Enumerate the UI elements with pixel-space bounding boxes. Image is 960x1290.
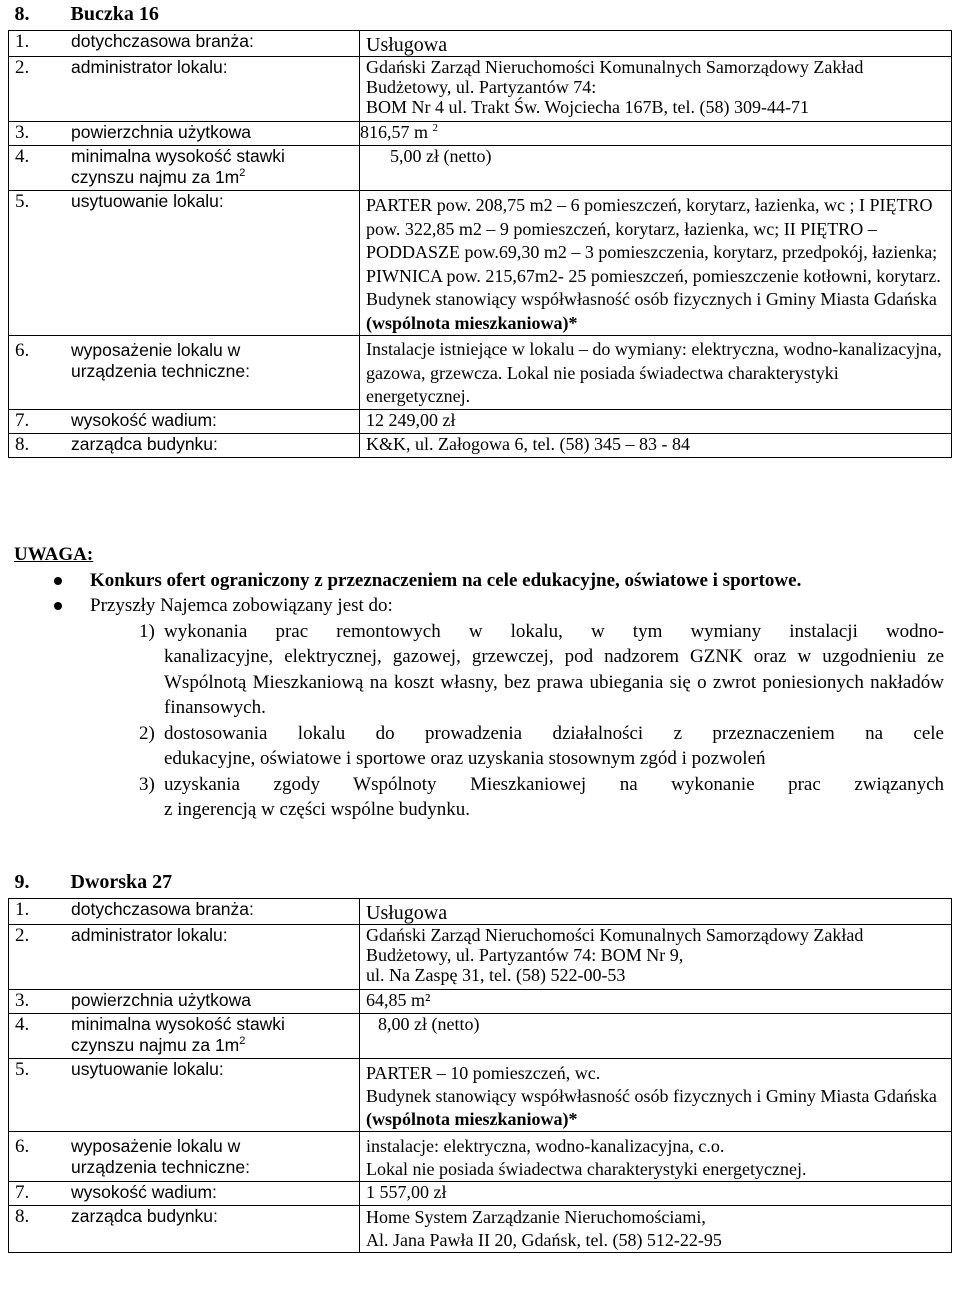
list-item: 1) wykonania prac remontowych w lokalu, w tym wymiany instalacji wodno- kanalizacyjne, elektrycznej, gazowej, grzewczej, pod nadzorem GZNK oraz w uzgodnieniu ze Wspólnotą Mieszkaniową na koszt własny, bez prawa ubiegania się o zwrot poniesionych nakładów finansowych. (139, 620, 944, 718)
bullet-icon (54, 577, 62, 585)
row-value: Gdański Zarząd Nieruchomości Komunalnych Samorządowy Zakład Budżetowy, ul. Partyzantów 74: BOM Nr 9, ul. Na Zaspę 31, tel. (58) 522-00-53 (360, 925, 952, 990)
listing-header (9, 4, 952, 31)
notice-heading: UWAGA: (14, 544, 94, 565)
table-row (9, 122, 952, 146)
row-value: 12 249,00 zł (360, 409, 952, 433)
table-row (9, 336, 952, 410)
row-value: Home System Zarządzanie Nieruchomościami, Al. Jana Pawła II 20, Gdańsk, tel. (58) 512-22-95 (360, 1206, 952, 1253)
row-label: 8. zarządca budynku: (9, 1206, 360, 1253)
row-value: 5,00 zł (netto) (360, 146, 952, 191)
listing-table-buczka (8, 4, 952, 458)
row-value: Instalacje istniejące w lokalu – do wymiany: elektryczna, wodno-kanalizacyjna, gazowa, grzewcza. Lokal nie posiada świadectwa charakterystyki energetycznej. (360, 336, 952, 410)
table-row (9, 990, 952, 1014)
table-row (9, 409, 952, 433)
row-label: 7. wysokość wadium: (9, 1182, 360, 1206)
row-label: 3. powierzchnia użytkowa (9, 122, 360, 146)
table-row (9, 1059, 952, 1132)
table-row (9, 433, 952, 457)
notice-block (14, 542, 944, 823)
row-label: 7. wysokość wadium: (9, 409, 360, 433)
table-row (9, 899, 952, 925)
table-row (9, 57, 952, 122)
row-value: Gdański Zarząd Nieruchomości Komunalnych Samorządowy Zakład Budżetowy, ul. Partyzantów 74: BOM Nr 4 ul. Trakt Św. Wojciecha 167B, tel. (58) 309-44-71 (360, 57, 952, 122)
row-value: 1 557,00 zł (360, 1182, 952, 1206)
row-label: 4. minimalna wysokość stawki czynszu najmu za $1m^2$ (9, 1014, 360, 1059)
task-list (14, 619, 944, 823)
bullet-icon (54, 602, 62, 610)
row-label: 5. usytuowanie lokalu: (9, 1059, 360, 1132)
row-value: K&K, ul. Załogowa 6, tel. (58) 345 – 83 - 84 (360, 433, 952, 457)
table-row (9, 1182, 952, 1206)
listing-number: 9. (14, 871, 30, 893)
row-value: instalacje: elektryczna, wodno-kanalizacyjna, c.o. Lokal nie posiada świadectwa charakterystyki energetycznej. (360, 1132, 952, 1182)
table-row (9, 1132, 952, 1182)
listing-street: Dworska 27 (70, 871, 173, 893)
notice-bullet: Przyszły Najemca zobowiązany jest do: (14, 593, 944, 619)
row-value: PARTER – 10 pomieszczeń, wc. Budynek stanowiący współwłasność osób fizycznych i Gminy Miasta Gdańska (wspólnota mieszkaniowa)* (360, 1059, 952, 1132)
listing-number: 8. (14, 3, 30, 25)
listing-street: Buczka 16 (70, 3, 159, 25)
table-row (9, 1206, 952, 1253)
row-label: 2. administrator lokalu: (9, 925, 360, 990)
listing-table-dworska (8, 872, 952, 1253)
row-label: 6. wyposażenie lokalu w urządzenia techniczne: (9, 1132, 360, 1182)
listing-header (9, 872, 952, 899)
table-row (9, 1014, 952, 1059)
row-label: 5. usytuowanie lokalu: (9, 191, 360, 336)
row-value: Usługowa (360, 899, 952, 925)
row-value: Usługowa (360, 31, 952, 57)
row-label: 1. dotychczasowa branża: (9, 31, 360, 57)
table-row (9, 925, 952, 990)
row-label: 4. minimalna wysokość stawki czynszu najmu za $1m^2$ (9, 146, 360, 191)
row-value: PARTER pow. 208,75 m2 – 6 pomieszczeń, korytarz, łazienka, wc ; I PIĘTRO pow. 322,85 m2 – 9 pomieszczeń, korytarz, łazienka, wc; II PIĘTRO –PODDASZE pow.69,30 m2 – 3 pomieszczenia, korytarz, przedpokój, łazienka; PIWNICA pow. 215,67m2- 25 pomieszczeń, pomieszczenie kotłowni, korytarz. Budynek stanowiący współwłasność osób fizycznych i Gminy Miasta Gdańska (wspólnota mieszkaniowa)* (360, 191, 952, 336)
row-value: 816,57 m $^2$ (360, 122, 952, 146)
row-label: 8. zarządca budynku: (9, 433, 360, 457)
list-item: 2) dostosowania lokalu do prowadzenia działalności z przeznaczeniem na cele edukacyjne, oświatowe i sportowe oraz uzyskania stosownym zgód i pozwoleń (139, 722, 944, 769)
list-item: 3) uzyskania zgody Wspólnoty Mieszkaniowej na wykonanie prac związanych z ingerencją w części wspólne budynku. (139, 773, 944, 820)
row-value: 8,00 zł (netto) (360, 1014, 952, 1059)
row-value: 64,85 m² (360, 990, 952, 1014)
table-row (9, 146, 952, 191)
table-row (9, 191, 952, 336)
row-label: 2. administrator lokalu: (9, 57, 360, 122)
table-row (9, 31, 952, 57)
row-label: 3. powierzchnia użytkowa (9, 990, 360, 1014)
row-label: 6. wyposażenie lokalu w urządzenia techniczne: (9, 336, 360, 410)
row-label: 1. dotychczasowa branża: (9, 899, 360, 925)
notice-bullet: Konkurs ofert ograniczony z przeznaczeniem na cele edukacyjne, oświatowe i sportowe. (14, 568, 944, 594)
